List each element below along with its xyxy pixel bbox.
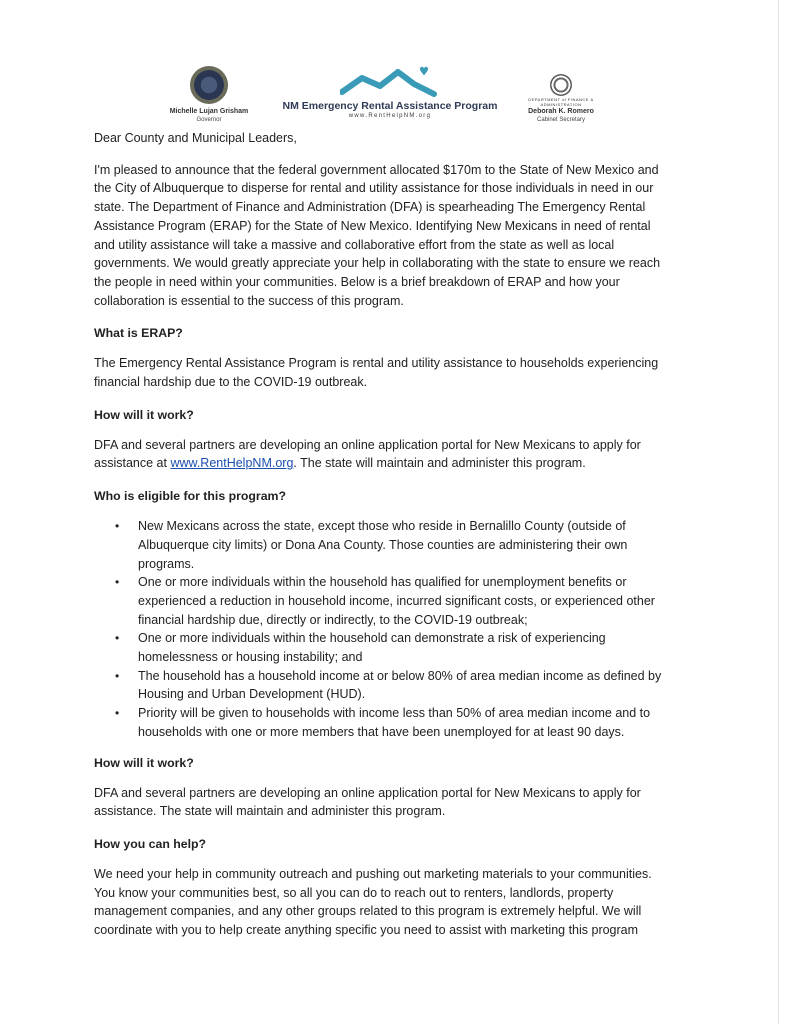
- what-paragraph: The Emergency Rental Assistance Program is rental and utility assistance to households experiencing financial hardship due to the COVID-19 outbreak.: [94, 356, 659, 390]
- list-item-text: One or more individuals within the household can demonstrate a risk of experiencing homelessness or housing instability; and: [138, 631, 606, 665]
- page-edge-line: [778, 0, 779, 1024]
- bullet-icon: •: [115, 706, 120, 721]
- list-item-text: New Mexicans across the state, except those who reside in Bernalillo County (outside of Albuquerque city limits) or Dona Ana County. Those counties are administering their own programs.: [138, 519, 628, 571]
- program-url: www.RentHelpNM.org: [348, 113, 432, 119]
- how-text-before: DFA and several partners are developing an online application portal for New Mexicans to apply for assistance at: [94, 437, 641, 471]
- secretary-title: Cabinet Secretary: [536, 117, 586, 123]
- salutation: Dear County and Municipal Leaders,: [94, 131, 297, 145]
- bullet-icon: •: [115, 575, 120, 590]
- list-item: [94, 573, 666, 629]
- governor-seal-icon: [190, 66, 228, 104]
- rent-help-house-logo-icon: [340, 66, 440, 102]
- help-paragraph: We need your help in community outreach and pushing out marketing materials to your communities. You know your communities best, so all you can do to reach out to renters, landlords, property management companies, and any other groups related to this program is extremely helpful. We will coordinate with you to help create anything specific you need to assist with marketing this program: [94, 866, 652, 938]
- eligibility-list: [94, 517, 666, 741]
- letter-body: [94, 129, 666, 954]
- list-item-text: Priority will be given to households with income less than 50% of area median income and to households with one or more members that have been unemployed for at least 90 days.: [138, 706, 651, 739]
- how2-paragraph: DFA and several partners are developing an online application portal for New Mexicans to apply for assistance. The state will maintain and administer this program.: [94, 785, 641, 819]
- list-item: [94, 667, 666, 704]
- how2-heading: How will it work?: [94, 755, 194, 770]
- how-heading: How will it work?: [94, 407, 194, 422]
- bullet-icon: •: [115, 519, 120, 534]
- program-title: NM Emergency Rental Assistance Program: [282, 100, 498, 112]
- bullet-icon: •: [115, 631, 120, 646]
- how-paragraph: [94, 436, 666, 473]
- list-item: [94, 629, 666, 666]
- renthelp-link[interactable]: www.RentHelpNM.org: [170, 456, 294, 471]
- governor-title: Governor: [196, 117, 222, 123]
- eligible-heading: Who is eligible for this program?: [94, 489, 286, 504]
- intro-paragraph: I'm pleased to announce that the federal government allocated $170m to the State of New Mexico and the City of Albuquerque to disperse for rental and utility assistance for those individuals in need in our state. The Department of Finance and Administration (DFA) is spearheading The Emergency Rental Assistance Program (ERAP) for the State of New Mexico. Identifying New Mexicans in need of rental and utility assistance will take a massive and collaborative effort from the state as well as local governments. We would greatly appreciate your help in collaborating with the state to ensure we reach the people in need within your communities. Below is a brief breakdown of ERAP and how your collaboration is essential to the success of this program.: [94, 162, 661, 308]
- letterhead: [0, 0, 791, 135]
- list-item-text: The household has a household income at or below 80% of area median income as defined by Housing and Urban Development (HUD).: [138, 668, 662, 702]
- list-item-text: One or more individuals within the household has qualified for unemployment benefits or experienced a reduction in household income, incurred significant costs, or experienced other financial hardship due, directly or indirectly, to the COVID-19 outbreak;: [138, 575, 655, 627]
- list-item: [94, 704, 666, 741]
- governor-name: Michelle Lujan Grisham: [169, 108, 249, 115]
- help-heading: How you can help?: [94, 836, 207, 851]
- secretary-name: Deborah K. Romero: [528, 108, 594, 115]
- department-name: DEPARTMENT of FINANCE & ADMINISTRATION: [528, 97, 594, 107]
- how-text-after: . The state will maintain and administer this program.: [293, 456, 586, 471]
- list-item: [94, 517, 666, 573]
- what-heading: What is ERAP?: [94, 326, 183, 341]
- bullet-icon: •: [115, 668, 120, 683]
- dfa-seal-icon: [550, 74, 572, 96]
